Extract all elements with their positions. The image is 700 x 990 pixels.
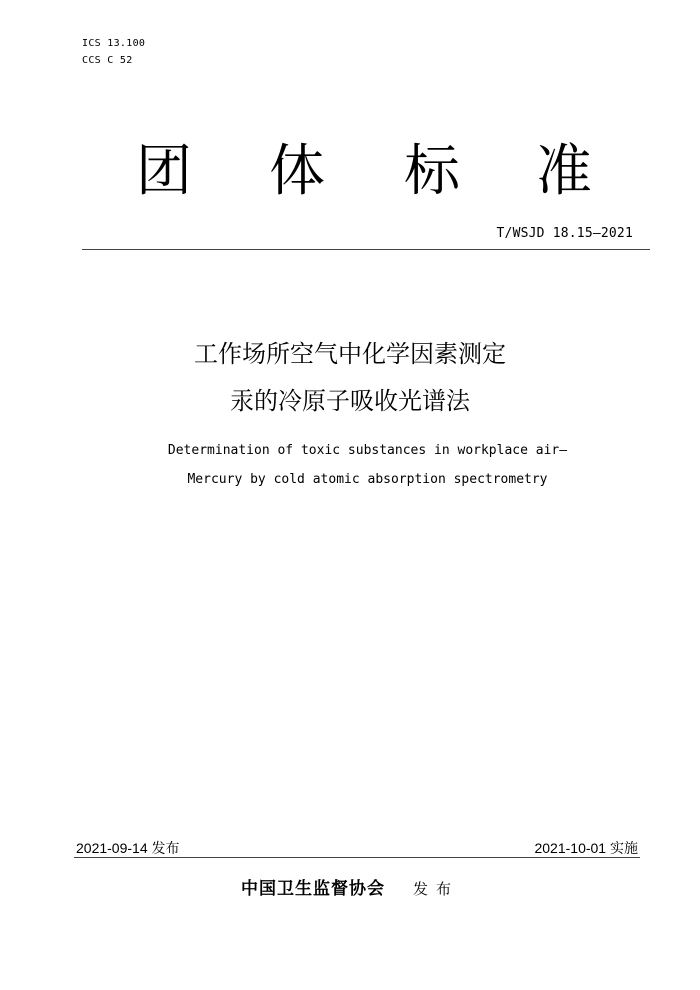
doc-type-char: 团	[136, 139, 192, 204]
issuer-name: 中国卫生监督协会	[240, 879, 385, 899]
doc-type-char: 体	[269, 139, 325, 204]
title-cn-line-1: 工作场所空气中化学因素测定	[194, 340, 506, 368]
implement-date: 2021-10-01 实施	[534, 840, 638, 856]
publish-date: 2021-09-14 发布	[76, 840, 180, 856]
ccs-code: CCS C 52	[82, 55, 133, 66]
top-divider	[82, 249, 650, 250]
title-en-line-1: Determination of toxic substances in workplace air—	[167, 443, 568, 458]
ics-code: ICS 13.100	[82, 38, 146, 49]
doc-type-char: 标	[404, 139, 460, 204]
issuer-action: 发布	[412, 880, 459, 898]
title-en-line-2: Mercury by cold atomic absorption spectrometry	[187, 472, 548, 487]
bottom-divider	[74, 857, 640, 858]
issuer-row	[0, 874, 700, 899]
title-cn-line-2: 汞的冷原子吸收光谱法	[230, 387, 470, 415]
standard-number: T/WSJD 18.15—2021	[496, 226, 633, 241]
doc-type-char: 准	[536, 139, 592, 204]
